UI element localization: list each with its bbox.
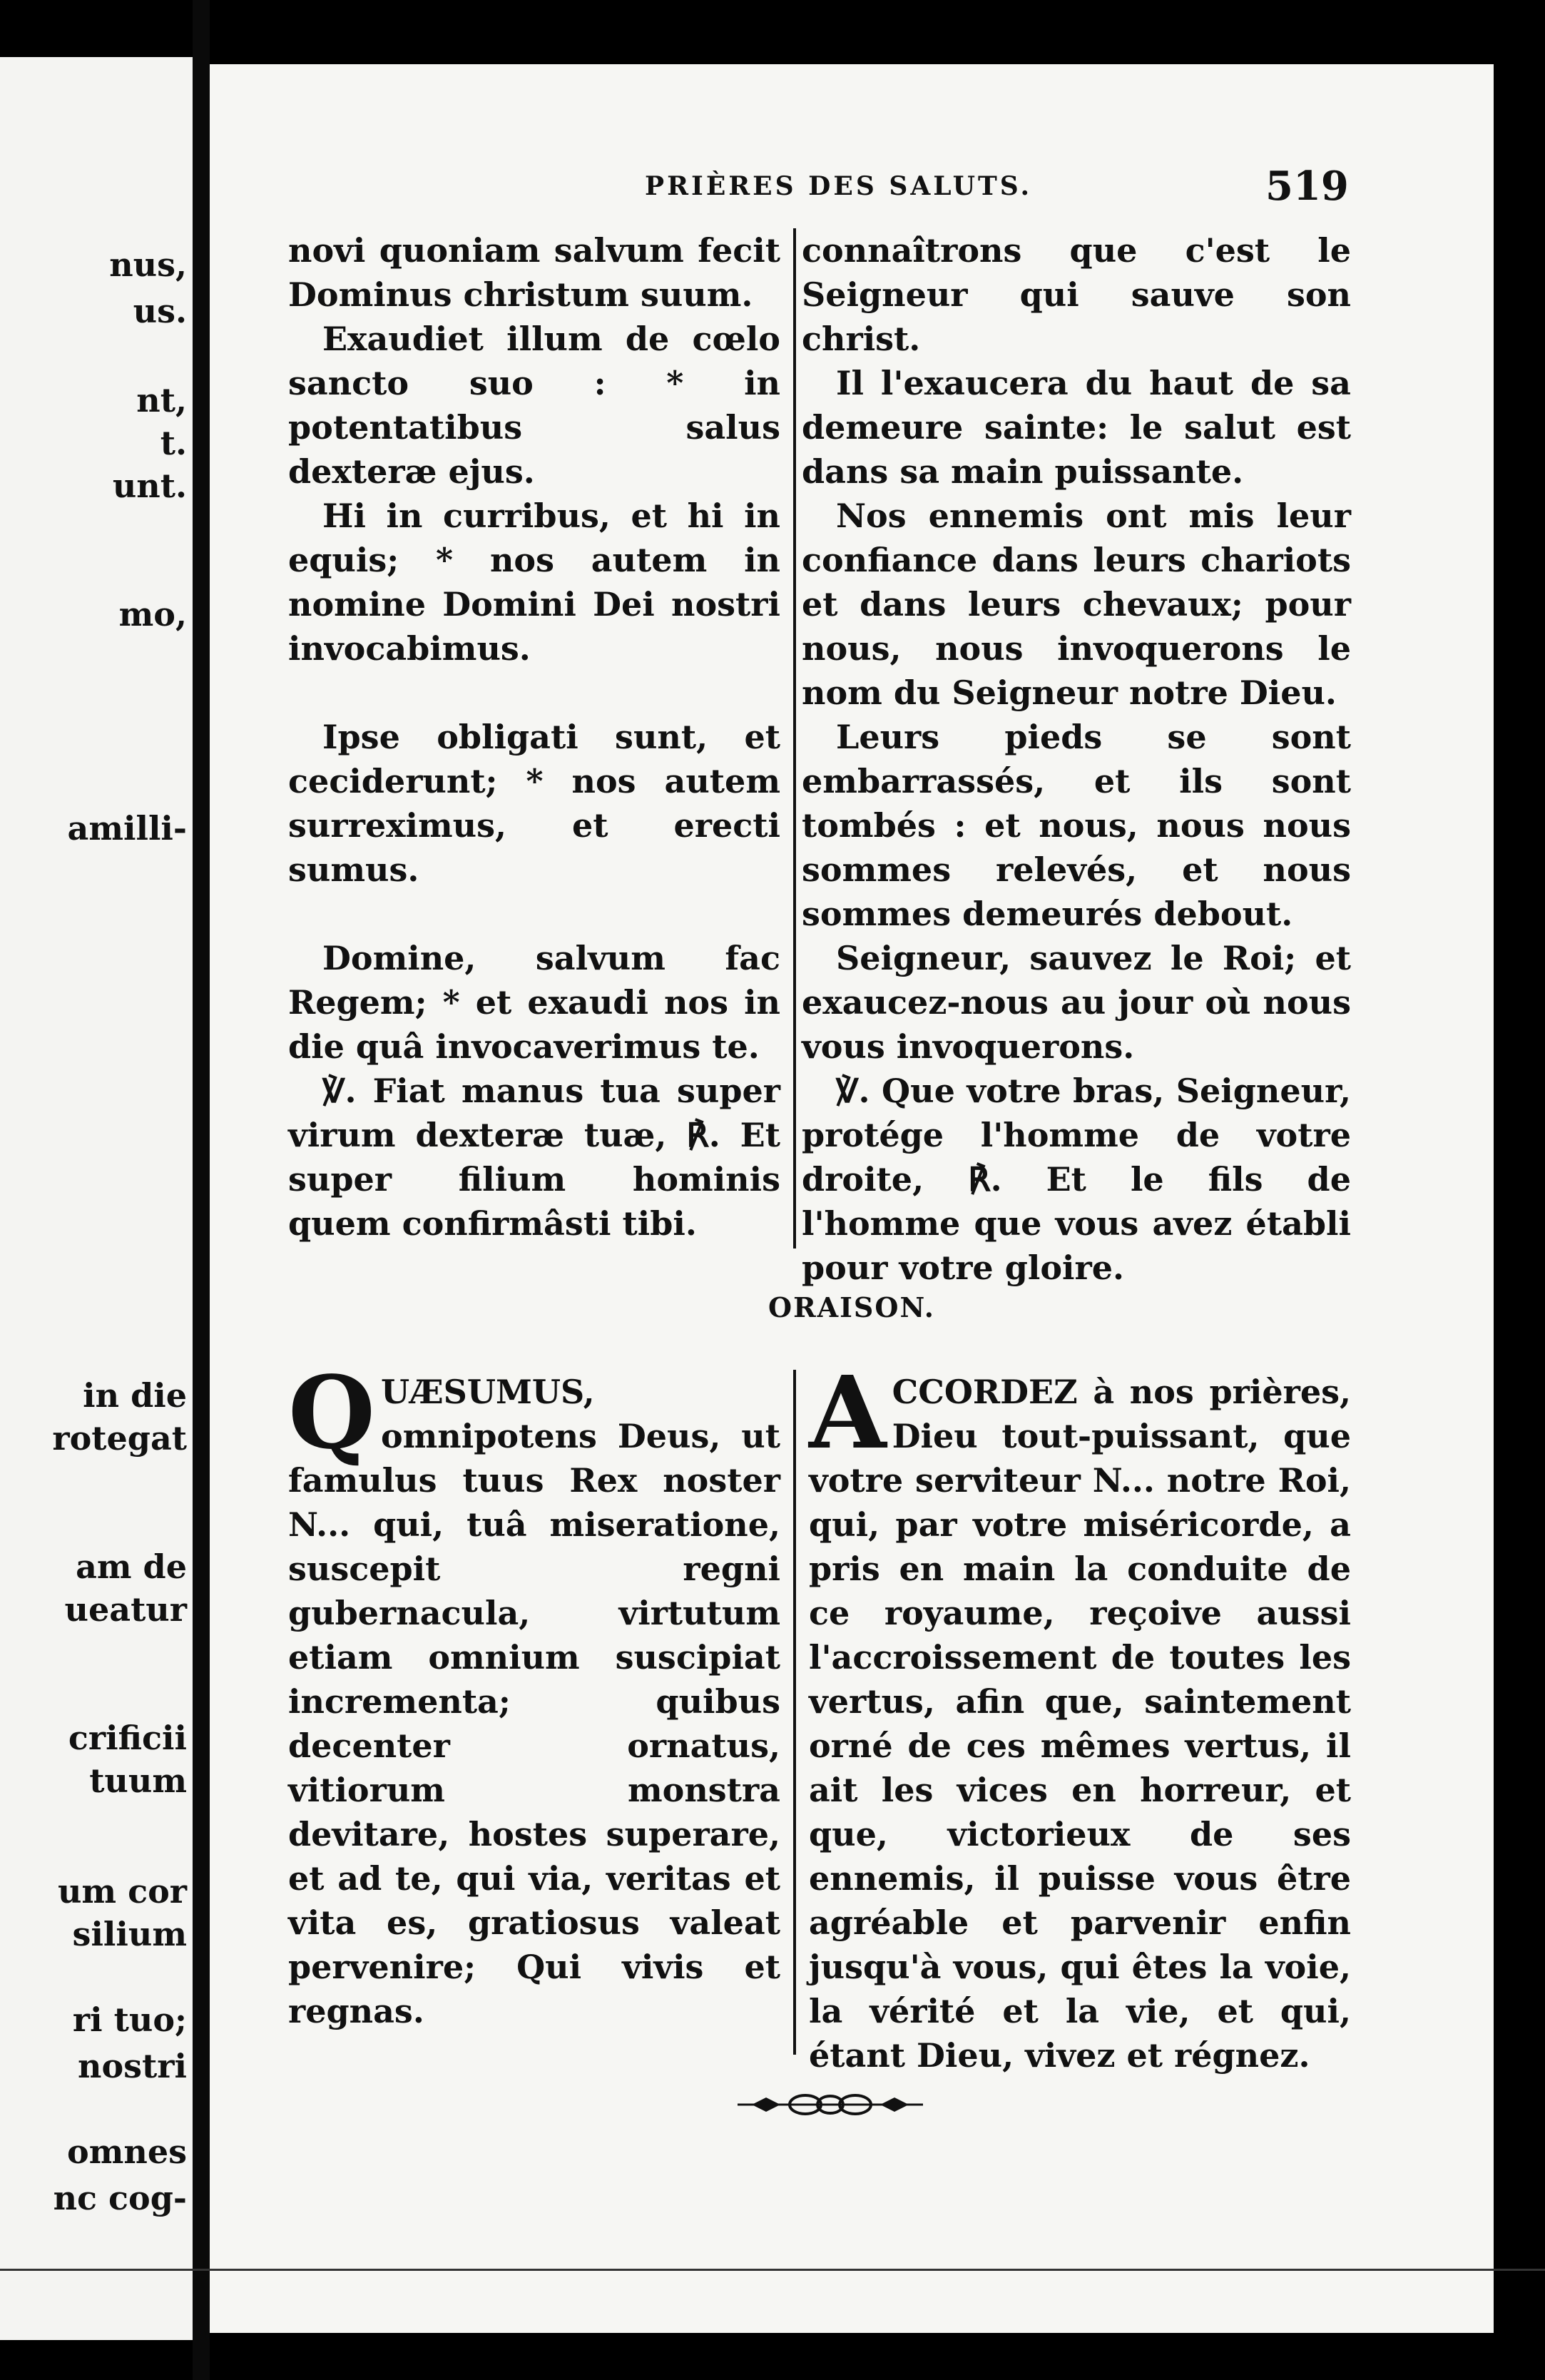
scan-edge-line bbox=[0, 2269, 1545, 2271]
latin-column-top bbox=[288, 228, 780, 1246]
facing-page-fragment: in die bbox=[83, 1376, 187, 1415]
facing-page-fragment: am de bbox=[76, 1547, 187, 1586]
french-top-paragraph: Nos ennemis ont mis leur confiance dans leurs chariots et dans leurs chevaux; pour nous, nous invoquerons le nom du Seigneur notre Dieu. bbox=[802, 497, 1351, 712]
latin-top-paragraph: Hi in curribus, et hi in equis; * nos autem in nomine Domini Dei nostri invocabimus. bbox=[288, 497, 780, 668]
oraison-french-text: CCORDEZ à nos prières, Dieu tout-puissant, que votre serviteur N... notre Roi, qui, par votre miséricorde, a pris en main la conduite de ce royaume, reçoive aussi l'accroissement de toutes les vertus, afin que, saintement orné de ces mêmes vertus, il ait les vices en horreur, et que, victorieux de ses ennemis, il puisse vous être agréable et parvenir enfin jusqu'à vous, qui êtes la voie, la vérité et la vie, et qui, étant Dieu, vivez et régnez. bbox=[809, 1373, 1351, 2075]
facing-page-fragment: nus, bbox=[109, 245, 187, 284]
latin-top-paragraph: ℣. Fiat manus tua super virum dexteræ tuæ, ℟. Et super filium hominis quem confirmâsti tibi. bbox=[288, 1072, 780, 1243]
french-top-paragraph: Il l'exaucera du haut de sa demeure sainte: le salut est dans sa main puissante. bbox=[802, 364, 1351, 491]
ornament-icon bbox=[738, 2087, 923, 2122]
oraison-latin bbox=[288, 1355, 780, 2033]
facing-page-fragment: nc cog- bbox=[53, 2179, 187, 2217]
oraison-french bbox=[809, 1355, 1351, 2078]
running-head bbox=[210, 163, 1494, 214]
column-rule-bottom bbox=[793, 1370, 796, 2055]
drop-cap-a: A bbox=[809, 1355, 887, 1472]
facing-page-fragment: unt. bbox=[112, 467, 187, 505]
latin-top-paragraph bbox=[288, 671, 780, 715]
facing-page-fragment: um cor bbox=[57, 1872, 187, 1911]
facing-page-fragment: tuum bbox=[89, 1761, 187, 1800]
latin-top-paragraph: Ipse obligati sunt, et ceciderunt; * nos autem surreximus, et erecti sumus. bbox=[288, 718, 780, 889]
facing-page-fragment: t. bbox=[160, 424, 187, 462]
section-heading: ORAISON. bbox=[768, 1291, 936, 1323]
french-top-paragraph: Leurs pieds se sont embarrassés, et ils sont tombés : et nous, nous nous sommes relevés, et nous sommes demeurés debout. bbox=[802, 718, 1351, 933]
running-title: PRIÈRES DES SALUTS. bbox=[645, 171, 1033, 201]
facing-page-fragment: ueatur bbox=[64, 1590, 187, 1629]
latin-top-paragraph: Exaudiet illum de cœlo sancto suo : * in potentatibus salus dexteræ ejus. bbox=[288, 320, 780, 491]
facing-page-fragment: omnes bbox=[67, 2132, 187, 2171]
oraison-latin-text: UÆSUMUS, omnipotens Deus, ut famulus tuus Rex noster N... qui, tuâ miseratione, suscepit regni gubernacula, virtutum etiam omnium suscipiat incrementa; quibus decenter ornatus, vitiorum monstra devitare, hostes superare, et ad te, qui via, veritas et vita es, gratiosus valeat pervenire; Qui vivis et regnas. bbox=[288, 1373, 780, 2030]
facing-page-fragment: nostri bbox=[78, 2047, 187, 2085]
latin-top-paragraph: novi quoniam salvum fecit Dominus christum suum. bbox=[288, 231, 780, 314]
column-rule-top bbox=[793, 228, 796, 1249]
french-top-paragraph: ℣. Que votre bras, Seigneur, protége l'homme de votre droite, ℟. Et le fils de l'homme que vous avez établi pour votre gloire. bbox=[802, 1072, 1351, 1287]
drop-cap-q: Q bbox=[288, 1355, 375, 1472]
facing-page-fragment: silium bbox=[72, 1915, 187, 1953]
facing-page-fragment: mo, bbox=[118, 595, 187, 634]
french-top-paragraph: connaîtrons que c'est le Seigneur qui sauve son christ. bbox=[802, 231, 1351, 358]
facing-page-fragment: nt, bbox=[136, 381, 187, 419]
latin-top-paragraph bbox=[288, 892, 780, 936]
facing-page-fragment: crificii bbox=[68, 1719, 187, 1757]
latin-top-paragraph: Domine, salvum fac Regem; * et exaudi nos in die quâ invocaverimus te. bbox=[288, 939, 780, 1066]
facing-page-fragment: us. bbox=[133, 292, 187, 330]
facing-page-fragment: rotegat bbox=[52, 1419, 187, 1458]
facing-page-fragment: ri tuo; bbox=[72, 2000, 187, 2039]
book-page bbox=[210, 64, 1494, 2333]
book-gutter bbox=[193, 0, 210, 2380]
page-number: 519 bbox=[1265, 163, 1349, 210]
facing-page-fragment: amilli- bbox=[67, 809, 187, 848]
french-top-paragraph: Seigneur, sauvez le Roi; et exaucez-nous au jour où nous vous invoquerons. bbox=[802, 939, 1351, 1066]
french-column-top bbox=[802, 228, 1351, 1290]
